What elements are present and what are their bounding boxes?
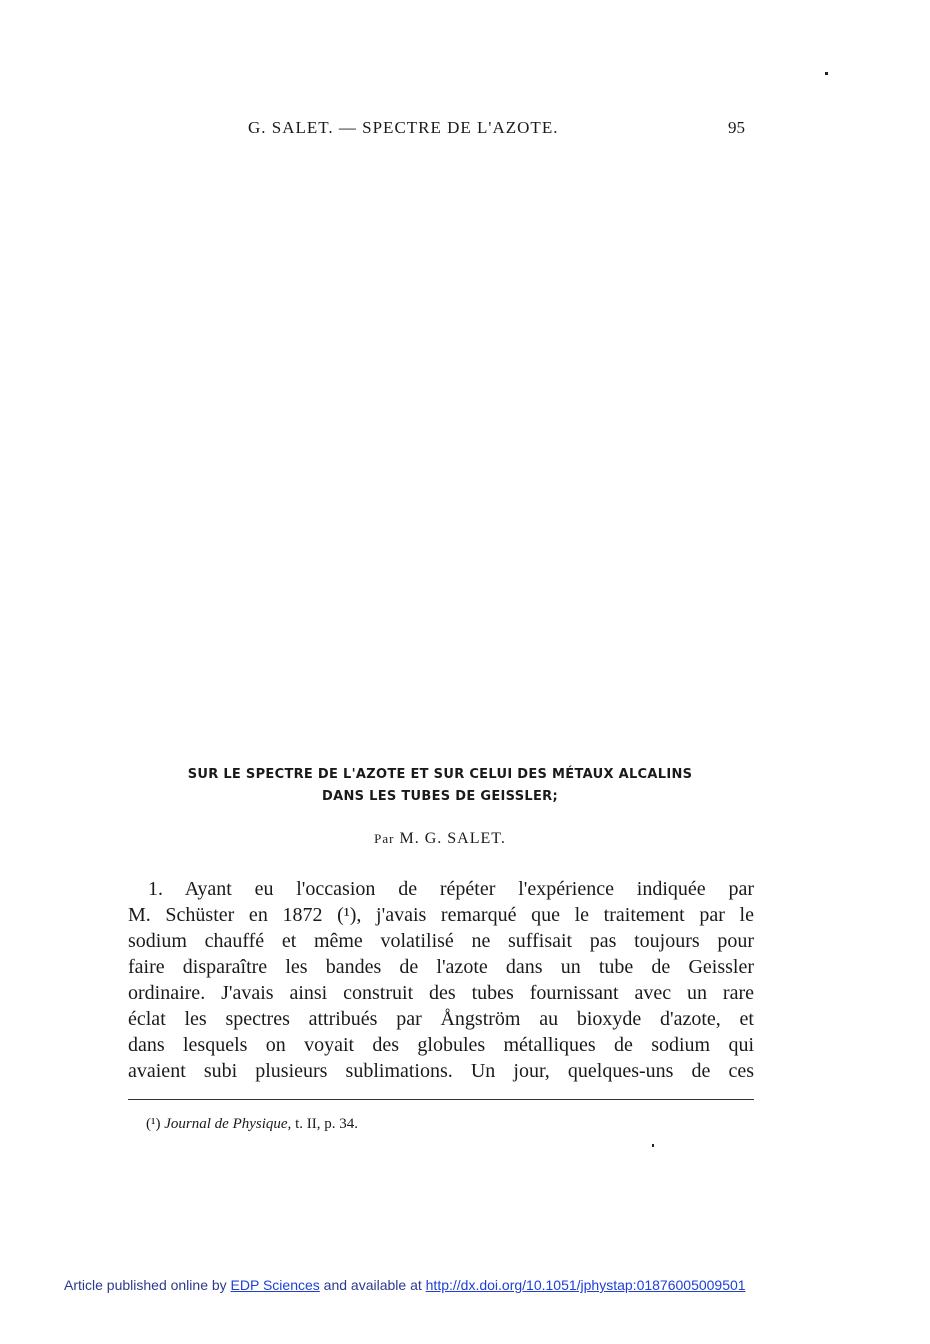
publisher-link[interactable]: EDP Sciences xyxy=(230,1277,320,1293)
body-line: sodium chauffé et même volatilisé ne suffisait pas toujours pour xyxy=(128,930,754,952)
page-number: 95 xyxy=(728,118,745,137)
body-line: éclat les spectres attribués par Ångström au bioxyde d'azote, et xyxy=(128,1008,754,1030)
running-head: G. SALET. — SPECTRE DE L'AZOTE. xyxy=(248,118,559,137)
doi-link[interactable]: http://dx.doi.org/10.1051/jphystap:01876005009501 xyxy=(425,1277,746,1293)
footnote-marker: (¹) xyxy=(146,1116,161,1132)
body-line: ordinaire. J'avais ainsi construit des tubes fournissant avec un rare xyxy=(128,982,754,1004)
footnote-reference: t. II, p. 34. xyxy=(295,1116,358,1132)
body-line: dans lesquels on voyait des globules métalliques de sodium qui xyxy=(128,1034,754,1056)
article-title-line: DANS LES TUBES DE GEISSLER; xyxy=(322,789,558,804)
body-paragraph xyxy=(128,876,754,1084)
footnote xyxy=(146,1116,358,1133)
footnote-journal: Journal de Physique, xyxy=(164,1116,292,1132)
publisher-middle: and available at xyxy=(323,1277,422,1293)
footnote-rule xyxy=(128,1099,754,1100)
publisher-prefix: Article published online by xyxy=(64,1277,227,1293)
publisher-line xyxy=(64,1277,746,1293)
scan-speck xyxy=(825,72,828,75)
byline-author: M. G. SALET. xyxy=(399,830,506,847)
scan-speck xyxy=(652,1144,654,1147)
body-line: M. Schüster en 1872 (¹), j'avais remarqué que le traitement par le xyxy=(128,904,754,926)
body-line: avaient subi plusieurs sublimations. Un jour, quelques-uns de ces xyxy=(128,1060,754,1082)
article-title xyxy=(120,764,760,808)
body-line: 1. Ayant eu l'occasion de répéter l'expérience indiquée par xyxy=(148,878,754,900)
byline xyxy=(120,830,760,848)
byline-prefix: Par xyxy=(374,831,395,846)
body-line: faire disparaître les bandes de l'azote dans un tube de Geissler xyxy=(128,956,754,978)
article-title-line: SUR LE SPECTRE DE L'AZOTE ET SUR CELUI DES MÉTAUX ALCALINS xyxy=(187,767,693,782)
